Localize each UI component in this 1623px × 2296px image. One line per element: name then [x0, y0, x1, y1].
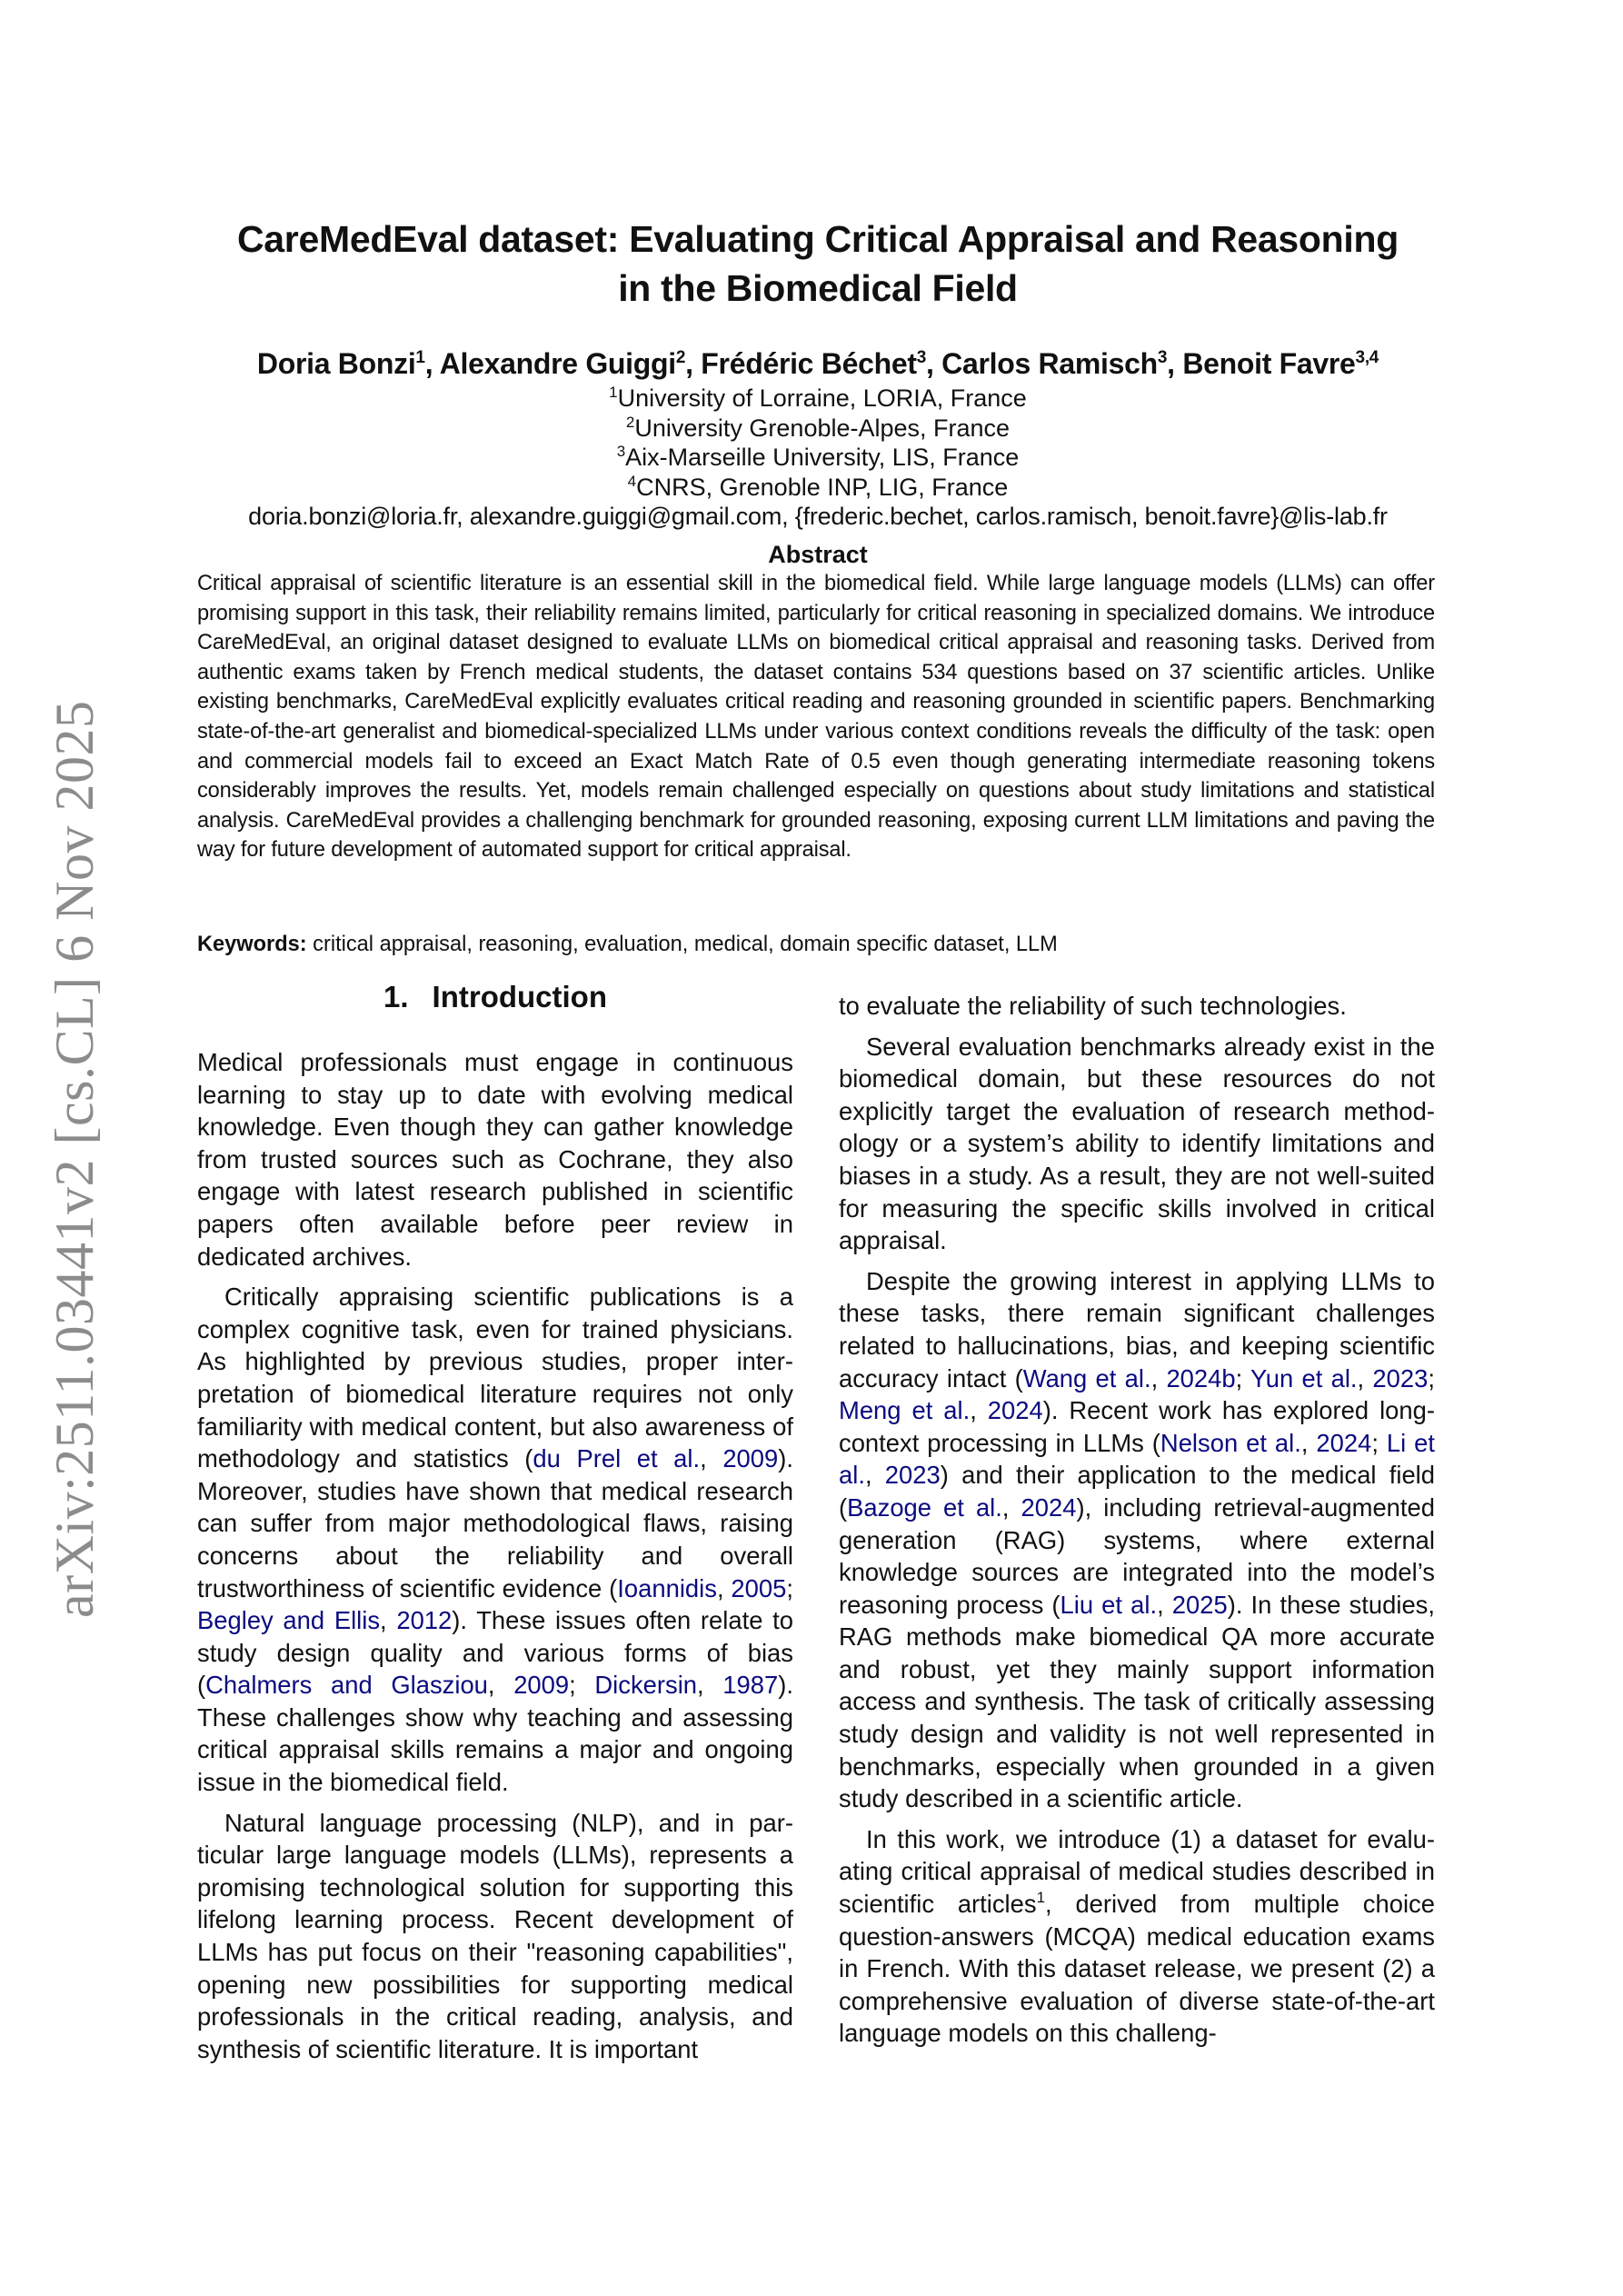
- author-name: Benoit Favre: [1182, 347, 1356, 380]
- body-text: ,: [1357, 1363, 1373, 1393]
- author-list: Doria Bonzi$^1$, Alexandre Guiggi$^2$, Frédéric Béchet$^3$, Carlos Ramisch$^3$, Benoit Favre$^{3,4}$: [256, 347, 1379, 380]
- affiliation-line: [182, 414, 1454, 444]
- affiliation-line: [182, 443, 1454, 473]
- body-text: ,: [487, 1671, 514, 1700]
- body-text: to evaluate the reliability of such technologies.: [839, 992, 1347, 1020]
- citation-link[interactable]: Dickersin: [594, 1671, 698, 1700]
- citation-link[interactable]: Ioannidis: [617, 1573, 717, 1602]
- body-text: ,: [1150, 1363, 1167, 1393]
- body-text: ). These challenges show why teaching and assessing critical appraisal skills remains a major and ongoing issue in the biomedical field.: [197, 1671, 793, 1797]
- affiliation-text: University of Lorraine, LORIA, France: [617, 384, 1027, 412]
- citation-link[interactable]: 2009: [513, 1671, 570, 1700]
- body-text: ,: [1300, 1428, 1317, 1457]
- left-column: [197, 979, 793, 2073]
- citation-link[interactable]: 2025: [1171, 1590, 1228, 1619]
- citation-link[interactable]: 1987: [722, 1671, 779, 1700]
- author-affiliation-mark: 3: [1157, 348, 1168, 367]
- section-number: 1.: [383, 980, 409, 1013]
- body-paragraph: [197, 1046, 793, 1273]
- citation-link[interactable]: 2024: [1021, 1492, 1077, 1522]
- body-text: Despite the growing interest in applying LLMs to these tasks, there remain significant challenges related to hallucinations, bias, and keeping scientific accuracy intact (: [839, 1266, 1435, 1393]
- affiliation-number: 2: [625, 413, 635, 431]
- citation-link[interactable]: 2009: [722, 1444, 779, 1473]
- affiliation-number: 1: [609, 384, 618, 401]
- left-column-paragraphs: [197, 1046, 793, 2065]
- citation-link[interactable]: 2023: [884, 1461, 941, 1490]
- affiliation-line: [182, 384, 1454, 414]
- body-text: ,: [970, 1396, 988, 1425]
- citation-link[interactable]: Chalmers and Glasziou: [205, 1671, 488, 1700]
- affiliation-number: 3: [616, 443, 626, 460]
- body-text: ,: [697, 1671, 723, 1700]
- body-text: ;: [1371, 1428, 1387, 1457]
- citation-link[interactable]: Yun et al.: [1250, 1363, 1358, 1393]
- abstract-heading: Abstract: [768, 541, 868, 568]
- author-affiliation-mark: 3: [916, 348, 926, 367]
- keywords-text: critical appraisal, reasoning, evaluation, medical, domain specific dataset, LLM: [306, 933, 1058, 956]
- title-line-1: CareMedEval dataset: Evaluating Critical Appraisal and Reasoning: [237, 218, 1399, 260]
- affiliation-number: 4: [627, 472, 637, 490]
- author-affiliation-mark: 2: [675, 348, 686, 367]
- body-text: ;: [1235, 1363, 1251, 1393]
- body-text: ;: [569, 1671, 595, 1700]
- body-text: ), including retrieval-augmented generation (RAG) systems, where external knowledge sources are integrated into the model’s reasoning process (: [839, 1492, 1435, 1619]
- body-text: Medical professionals must engage in continuous learning to stay up to date with evolving medical knowledge. Even though they can gather knowledge from trusted sources such as Cochrane, they also engage with latest research published in scientific papers often available before peer review in dedicated archives.: [197, 1048, 793, 1271]
- body-paragraph: [839, 1823, 1435, 2050]
- arxiv-identifier-stamp: arXiv:2511.03441v2 [cs.CL] 6 Nov 2025: [45, 700, 105, 1618]
- author-name: Doria Bonzi: [256, 347, 416, 380]
- citation-link[interactable]: 2023: [1372, 1363, 1429, 1393]
- keywords-label: Keywords:: [197, 933, 307, 956]
- body-text: ) and their application to the medical field (: [839, 1461, 1435, 1522]
- body-text: Critically appraising scientific publications is a complex cognitive task, even for trained physicians. As highlighted by previous studies, proper interpretation of biomedical literature requires not only familiarity with medical content, but also awareness of methodology and statistics (: [197, 1283, 793, 1473]
- body-paragraph: [839, 990, 1435, 1023]
- citation-link[interactable]: 2024b: [1166, 1363, 1236, 1393]
- citation-link[interactable]: Nelson et al.: [1160, 1428, 1301, 1457]
- body-text: ). These issues often relate to study design quality and various forms of bias (: [197, 1606, 793, 1700]
- author-name: Alexandre Guiggi: [439, 347, 676, 380]
- affiliation-text: CNRS, Grenoble INP, LIG, France: [636, 473, 1009, 501]
- body-text: ). Recent work has explored long-context processing in LLMs (: [839, 1396, 1435, 1457]
- body-paragraph: [197, 1807, 793, 2066]
- body-text: ,: [716, 1573, 732, 1602]
- affiliation-text: Aix-Marseille University, LIS, France: [625, 444, 1020, 471]
- author-emails: doria.bonzi@loria.fr, alexandre.guiggi@gmail.com, {frederic.bechet, carlos.ramisch, benoit.favre}@lis-lab.fr: [248, 503, 1388, 530]
- body-paragraph: [839, 1265, 1435, 1815]
- citation-link[interactable]: Bazoge et al.: [847, 1492, 1002, 1522]
- title-line-2: in the Biomedical Field: [618, 267, 1018, 309]
- body-text: ). In these studies, RAG methods make biomedical QA more accurate and robust, yet they mainly support information access and synthesis. The task of critically assessing study design and validity is not well represented in benchmarks, especially when grounded in a given study described in a scientific article.: [839, 1590, 1435, 1813]
- body-text: ,: [1157, 1590, 1172, 1619]
- body-text: ;: [786, 1573, 793, 1602]
- body-text: , derived from multiple choice question-answers (MCQA) medical education exams in French. With this dataset release, we present (2) a comprehensive evaluation of diverse state-of-the-art language models on this challeng-: [839, 1890, 1435, 2048]
- author-affiliation-mark: 3,4: [1355, 348, 1379, 367]
- citation-link[interactable]: Begley and Ellis: [197, 1606, 381, 1635]
- affiliation-text: University Grenoble-Alpes, France: [634, 414, 1011, 442]
- citation-link[interactable]: du Prel et al.: [533, 1444, 701, 1473]
- footnote-marker[interactable]: 1: [1036, 1889, 1046, 1907]
- author-name: Frédéric Béchet: [701, 347, 917, 380]
- body-text: ,: [380, 1606, 397, 1635]
- affiliation-line: [182, 473, 1454, 503]
- right-column-paragraphs: [839, 990, 1435, 2050]
- citation-link[interactable]: Liu et al.: [1060, 1590, 1158, 1619]
- keywords: [197, 930, 1435, 959]
- citation-link[interactable]: Wang et al.: [1022, 1363, 1151, 1393]
- body-text: ). Moreover, studies have shown that medical research can suffer from major methodological flaws, raising concerns about the reliability and overall trustworthiness of scientific evidence (: [197, 1444, 793, 1602]
- citation-link[interactable]: Meng et al.: [839, 1396, 971, 1425]
- citation-link[interactable]: 2005: [731, 1573, 787, 1602]
- section-title: Introduction: [432, 980, 607, 1013]
- body-text: ,: [700, 1444, 723, 1473]
- body-text: Natural language processing (NLP), and in particular large language models (LLMs), represents a promising technological solution for supporting this lifelong learning process. Recent development of LLMs has put focus on their "reasoning capabilities", opening new possibilities for supporting medical professionals in the critical reading, analysis, and synthesis of scientific literature. It is important: [197, 1808, 793, 2063]
- citation-link[interactable]: 2024: [987, 1396, 1043, 1425]
- citation-link[interactable]: Li et al.: [839, 1428, 1435, 1490]
- affiliation-list: [182, 384, 1454, 502]
- author-name: Carlos Ramisch: [941, 347, 1158, 380]
- body-text: In this work, we introduce (1) a dataset for evaluating critical appraisal of medical studies described in scientific articles: [839, 1824, 1435, 1919]
- citation-link[interactable]: 2012: [396, 1606, 453, 1635]
- citation-link[interactable]: 2024: [1316, 1428, 1372, 1457]
- author-affiliation-mark: 1: [415, 348, 425, 367]
- body-text: ,: [864, 1461, 885, 1490]
- body-text: Several evaluation benchmarks already exist in the biomedical domain, but these resources do not explicitly target the evaluation of research methodology or a system’s ability to identify limitations and biases in a study. As a result, they are not well-suited for measuring the specific skills involved in critical appraisal.: [839, 1032, 1435, 1255]
- section-heading-introduction: [197, 979, 793, 1015]
- body-text: ,: [1001, 1492, 1021, 1522]
- body-text: ;: [1428, 1363, 1435, 1393]
- right-column: [839, 990, 1435, 2058]
- abstract-text: Critical appraisal of scientific literature is an essential skill in the biomedical field. While large language models (LLMs) can offer promising support in this task, their reliability remains limited, particularly for critical reasoning in specialized domains. We introduce CareMedEval, an original dataset designed to evaluate LLMs on biomedical critical appraisal and reasoning tasks. Derived from authentic exams taken by French medical students, the dataset contains 534 questions based on 37 scientific articles. Unlike existing benchmarks, CareMedEval explicitly evaluates critical reading and reasoning grounded in scientific papers. Benchmarking state-of-the-art generalist and biomedical-specialized LLMs under various context conditions reveals the difficulty of the task: open and commercial models fail to exceed an Exact Match Rate of 0.5 even though generating intermediate reasoning tokens considerably improves the results. Yet, models remain challenged especially on questions about study limitations and statistical analysis. CareMedEval provides a challenging benchmark for grounded reasoning, exposing current LLM limitations and paving the way for future development of automated support for critical appraisal.: [197, 572, 1435, 863]
- body-paragraph: [839, 1031, 1435, 1257]
- body-paragraph: [197, 1281, 793, 1799]
- paper-title: [182, 215, 1454, 313]
